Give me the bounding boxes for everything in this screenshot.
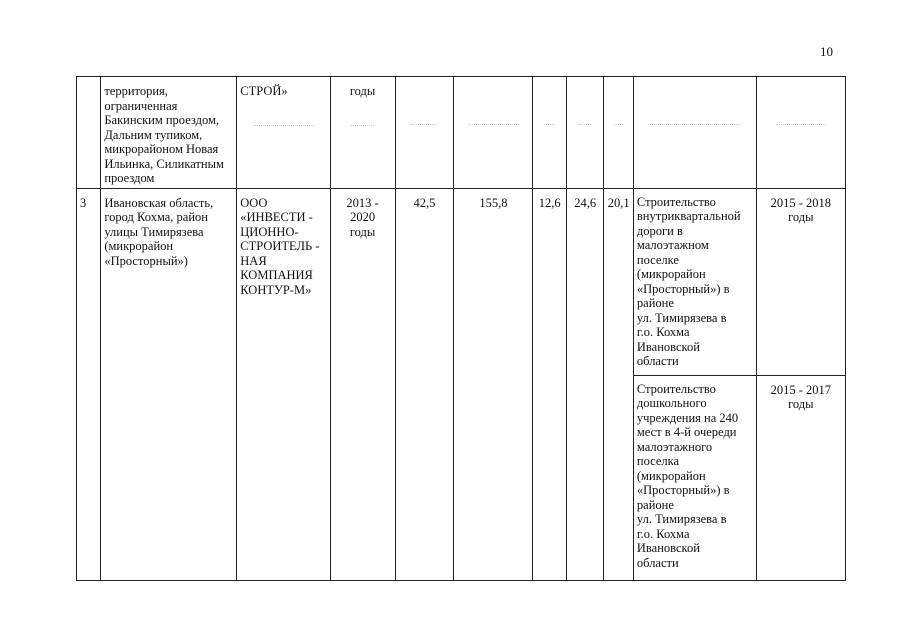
value-cell: 24,6	[566, 188, 604, 580]
program-table	[76, 76, 846, 581]
object-description-cell: Строительство дошкольного учреждения на 240 мест в 4-й очереди малоэтажного поселка (микрорайон «Просторный») в районе ул. Тимирязева в г.о. Кохма Ивановской области	[633, 375, 756, 580]
value-cell	[604, 77, 633, 189]
table-row	[77, 77, 846, 189]
page-number: 10	[820, 44, 833, 59]
faint-mark	[776, 124, 825, 126]
object-cell	[633, 77, 756, 189]
object-years-cell: 2015 - 2017 годы	[756, 375, 845, 580]
period-cell: 2013 - 2020 годы	[330, 188, 395, 580]
years-cell	[756, 77, 845, 189]
faint-mark	[544, 124, 555, 126]
value-cell	[533, 77, 566, 189]
developer-cell	[237, 77, 330, 189]
developer-text: СТРОЙ»	[240, 84, 288, 98]
faint-mark	[411, 124, 437, 126]
value-cell: 155,8	[454, 188, 533, 580]
period-text: годы	[349, 84, 376, 98]
faint-mark	[253, 125, 313, 127]
faint-mark	[351, 125, 374, 127]
value-cell	[395, 77, 454, 189]
faint-mark	[614, 124, 623, 126]
value-cell: 12,6	[533, 188, 566, 580]
territory-cell: территория, ограниченная Бакинским проездом, Дальним тупиком, микрорайоном Новая Ильинка, Силикатным проездом	[101, 77, 237, 189]
row-number-cell: 3	[77, 188, 101, 580]
table-row	[77, 188, 846, 375]
developer-cell: ООО «ИНВЕСТИ - ЦИОННО- СТРОИТЕЛЬ - НАЯ КОМПАНИЯ КОНТУР-М»	[237, 188, 330, 580]
value-cell: 20,1	[604, 188, 633, 580]
value-cell	[566, 77, 604, 189]
value-cell	[454, 77, 533, 189]
value-cell: 42,5	[395, 188, 454, 580]
object-years-cell: 2015 - 2018 годы	[756, 188, 845, 375]
faint-mark	[648, 124, 741, 126]
faint-mark	[468, 124, 518, 126]
row-number-cell	[77, 77, 101, 189]
faint-mark	[579, 124, 591, 126]
object-description-cell: Строительство внутриквартальной дороги в малоэтажном поселке (микрорайон «Просторный») в районе ул. Тимирязева в г.о. Кохма Ивановской области	[633, 188, 756, 375]
period-cell	[330, 77, 395, 189]
territory-cell: Ивановская область, город Кохма, район улицы Тимирязева (микрорайон «Просторный»)	[101, 188, 237, 580]
